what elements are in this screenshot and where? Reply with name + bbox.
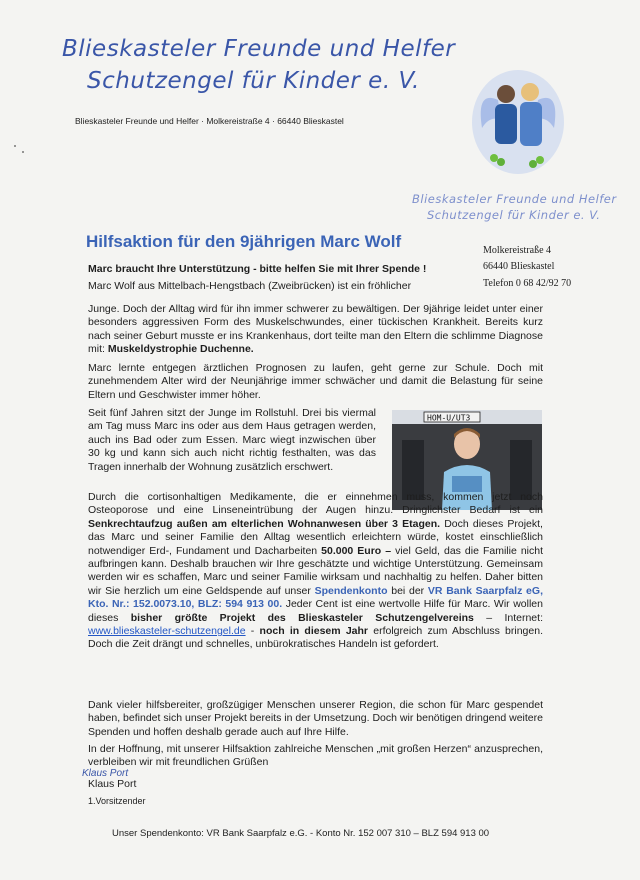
paragraph-project	[88, 491, 543, 652]
project-cost: 50.000 Euro –	[321, 544, 392, 557]
logo-caption-line1: Blieskasteler Freunde und Helfer	[412, 192, 617, 206]
sidebar-phone: Telefon 0 68 42/92 70	[483, 278, 572, 289]
license-plate-text: HOM-U/UT3	[427, 413, 471, 423]
paragraph-closing: In der Hoffnung, mit unserer Hilfsaktion zahlreiche Menschen „mit großen Herzen“ anzusprechen, verbleiben wir mit freundlichen Grüßen	[88, 743, 543, 769]
paragraph-thanks: Dank vieler hilfsbereiter, großzügiger Menschen unserer Region, die schon für Marc gespendet haben, befindet sich unser Projekt bereits in der Umsetzung. Doch wir benötigen dringend weitere Spenden und hoffen deshalb gerade auch auf Ihre Hilfe.	[88, 699, 543, 738]
elevator-need: Senkrechtaufzug außen am elterlichen Wohnanwesen über 3 Etagen.	[88, 517, 441, 530]
this-year: noch in diesem Jahr	[259, 625, 368, 638]
brand-name-line1: Blieskasteler Freunde und Helfer	[62, 36, 456, 62]
paragraph-intro: Marc Wolf aus Mittelbach-Hengstbach (Zweibrücken) ist ein fröhlicher	[88, 280, 412, 292]
letter-subtitle: Marc braucht Ihre Unterstützung - bitte helfen Sie mit Ihrer Spende !	[88, 263, 427, 275]
scan-speck	[22, 151, 24, 153]
donation-account-label: Spendenkonto	[314, 584, 388, 597]
signer-role: 1.Vorsitzender	[88, 796, 146, 806]
project-text-i: Jeder Cent ist eine wertvolle Hilfe für Marc. Wir wollen dieses	[88, 598, 543, 624]
project-text-c: Doch dieses Projekt, das Marc und seiner Familie den Alltag wesentlich erleichtern würde, kostet einschließlich notwendiger Erd-, Fundament und Dacharbeiten	[88, 517, 543, 557]
sender-address-line: Blieskasteler Freunde und Helfer · Molkereistraße 4 · 66440 Blieskastel	[75, 116, 344, 126]
paragraph-progression: Marc lernte entgegen ärztlichen Prognosen zu laufen, geht gerne zur Schule. Doch mit zunehmendem Alter wird der Neunjährige immer schwächer und damit die Belastung für seine Eltern und Geschwister immer höher.	[88, 362, 543, 401]
website-link[interactable]: www.blieskasteler-schutzengel.de	[88, 625, 246, 638]
project-text-k: – Internet:	[473, 611, 543, 624]
footer-donation-account: Unser Spendenkonto: VR Bank Saarpfalz e.G. - Konto Nr. 152 007 310 – BLZ 594 913 00	[112, 828, 490, 839]
bank-details: VR Bank Saarpfalz eG, Kto. Nr.: 152.0073.10, BLZ: 594 913 00.	[88, 584, 543, 611]
project-text-n: erfolgreich zum Abschluss bringen. Doch die Zeit drängt und schnelles, unbürokratisches Handeln ist gefordert.	[88, 625, 543, 651]
project-text-e: viel Geld, das die Familie nicht aufbringen kann. Deshalb brauchen wir Ihre geschätzte und wichtige Unterstützung. Gemeinsam werden wir es schaffen, Marc und seiner Familie wirksam und nachhaltig zu helfen. Daher bitten wir Sie herzlich um eine Geldspende auf unser	[88, 544, 543, 597]
logo-caption-line2: Schutzengel für Kinder e. V.	[427, 208, 601, 222]
paragraph-wheelchair: Seit fünf Jahren sitzt der Junge im Rollstuhl. Drei bis viermal am Tag muss Marc ins oder aus dem Haus getragen werden, auch ins Bad oder zum Essen. Marc wiegt inzwischen über 30 kg und kann sich auch nicht richtig festhalten, was das Tragen innerhalb der Wohnung zusätzlich erschwert.	[88, 407, 376, 473]
paragraph-diagnosis	[88, 303, 543, 357]
biggest-project: bisher größte Projekt des Blieskasteler Schutzengelvereins	[130, 611, 474, 624]
scan-speck	[14, 145, 16, 147]
signer-name: Klaus Port	[88, 778, 137, 790]
brand-name-line2: Schutzengel für Kinder e. V.	[87, 68, 420, 94]
letter-title: Hilfsaktion für den 9jährigen Marc Wolf	[86, 232, 402, 251]
angel-logo	[468, 60, 568, 180]
diagnosis-name: Muskeldystrophie Duchenne.	[107, 343, 254, 356]
project-text-g: bei der	[387, 584, 428, 597]
project-text-l: -	[245, 625, 260, 638]
handwritten-signature: Klaus Port	[82, 768, 129, 779]
sidebar-street: Molkereistraße 4	[483, 245, 552, 256]
sidebar-city: 66440 Blieskastel	[483, 261, 555, 272]
project-text-a: Durch die cortisonhaltigen Medikamente, die er einnehmen muss, kommen jetzt noch Osteoporose und eine Linseneintrübung der Augen hinzu. Dringlichster Bedarf ist ein	[88, 491, 543, 517]
diagnosis-text: Junge. Doch der Alltag wird für ihn immer schwerer zu bewältigen. Der 9jährige leidet unter einer besonders aggressiven Form des Muskelschwundes, einer tückischen Krankheit. Bereits kurz nach seiner Geburt musste er ins Krankenhaus, dort teilte man den Eltern die schlimme Diagnose mit:	[88, 303, 543, 356]
